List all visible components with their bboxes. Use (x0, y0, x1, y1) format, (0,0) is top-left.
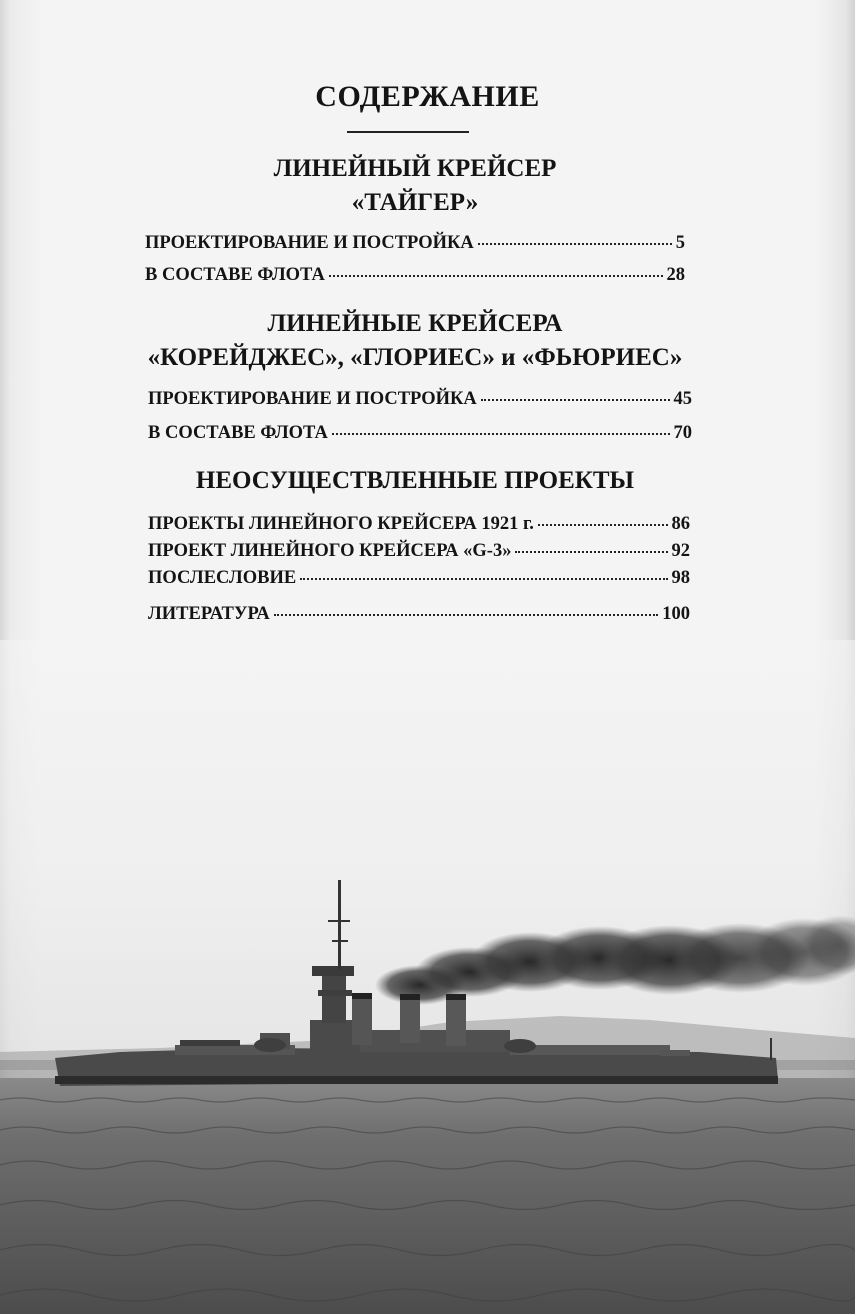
sea (0, 1078, 855, 1314)
toc-entry-page: 70 (673, 423, 692, 443)
toc-entry-label: ПОСЛЕСЛОВИЕ (148, 568, 297, 588)
toc-entry-page: 86 (671, 514, 690, 534)
toc-entry-label: ПРОЕКТИРОВАНИЕ И ПОСТРОЙКА (148, 389, 477, 409)
toc-title: СОДЕРЖАНИЕ (315, 80, 540, 113)
toc-entry-label: ПРОЕКТИРОВАНИЕ И ПОСТРОЙКА (145, 233, 474, 253)
dot-leader (332, 432, 670, 435)
toc-entry[interactable] (145, 233, 685, 254)
section-heading-tiger (0, 152, 830, 220)
toc-entry[interactable] (148, 541, 690, 562)
toc-entry-page: 92 (671, 541, 690, 561)
dot-leader (538, 523, 668, 526)
dot-leader (481, 398, 670, 401)
section-heading-line: НЕОСУЩЕСТВЛЕННЫЕ ПРОЕКТЫ (195, 467, 635, 494)
dot-leader (515, 550, 667, 553)
toc-entry[interactable] (148, 568, 690, 589)
toc-entry-label: ЛИТЕРАТУРА (148, 604, 270, 624)
section-heading-line: ЛИНЕЙНЫЕ КРЕЙСЕРА (267, 310, 563, 337)
section-heading-projects (0, 464, 830, 498)
toc-entry-page: 28 (666, 265, 685, 285)
toc-entry-page: 5 (675, 233, 685, 253)
toc-entry[interactable] (148, 514, 690, 535)
title-divider (347, 131, 469, 133)
toc-entry[interactable] (145, 265, 685, 286)
section-heading-line: ЛИНЕЙНЫЙ КРЕЙСЕР (273, 155, 557, 182)
section-heading-line: «ТАЙГЕР» (351, 189, 479, 216)
toc-entry-label: ПРОЕКТЫ ЛИНЕЙНОГО КРЕЙСЕРА 1921 г. (148, 514, 534, 534)
toc-entry-page: 98 (671, 568, 690, 588)
dot-leader (274, 613, 659, 616)
dot-leader (300, 577, 667, 580)
toc-entry-label: ПРОЕКТ ЛИНЕЙНОГО КРЕЙСЕРА «G-3» (148, 541, 512, 561)
toc-entry[interactable] (148, 389, 692, 410)
dot-leader (329, 274, 663, 277)
section-heading-courageous (0, 307, 830, 375)
toc-entry-page: 45 (673, 389, 692, 409)
toc-entry-page: 100 (662, 604, 690, 624)
toc-entry-label: В СОСТАВЕ ФЛОТА (148, 423, 328, 443)
dot-leader (478, 242, 672, 245)
toc-entry[interactable] (148, 423, 692, 444)
toc-entry-label: В СОСТАВЕ ФЛОТА (145, 265, 325, 285)
toc-entry[interactable] (148, 604, 690, 625)
section-heading-line: «КОРЕЙДЖЕС», «ГЛОРИЕС» и «ФЬЮРИЕС» (147, 344, 683, 371)
